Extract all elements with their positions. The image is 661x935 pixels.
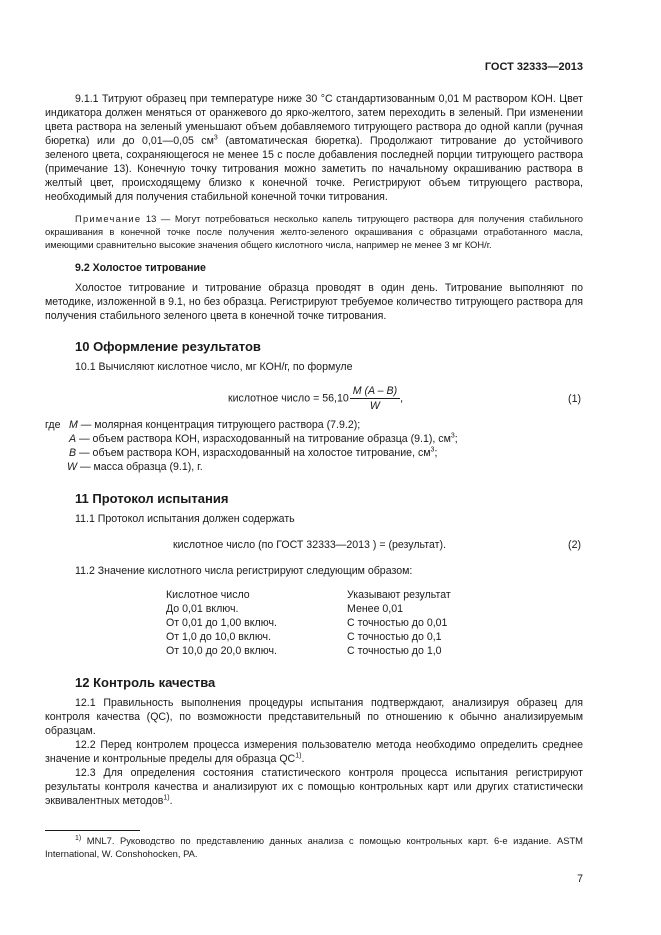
equation-number-1: (1) bbox=[568, 393, 581, 405]
table-row: От 10,0 до 20,0 включ. С точностью до 1,0 bbox=[166, 645, 442, 657]
table-row: Кислотное число Указывают результат bbox=[166, 589, 451, 601]
legend-row-a: A — объем раствора КОН, израсходованный на титрование образца (9.1), $см^3$; bbox=[69, 432, 458, 445]
footnote-divider bbox=[45, 830, 140, 831]
heading-section-10: 10 Оформление результатов bbox=[75, 339, 261, 354]
acid-number-precision-table bbox=[166, 588, 451, 658]
note-13 bbox=[45, 212, 583, 251]
legend-row-w: W — масса образца (9.1), г. bbox=[67, 461, 203, 473]
paragraph-11-1: 11.1 Протокол испытания должен содержать bbox=[75, 513, 295, 525]
legend-row-b: B — объем раствора КОН, израсходованный на холостое титрование, $см^3$; bbox=[69, 446, 438, 459]
page-content bbox=[45, 92, 583, 860]
note-text: 13 — Могут потребоваться несколько капель титрующего раствора для получения стабильного окрашивания в конечной точке после получения желто-зеленого окрашивания с образцами отработанного масла, имеющими сравнительно высокие значения общего кислотного числа, например не менее 3 мг КОН/г. bbox=[45, 213, 583, 250]
table-row: От 0,01 до 1,00 включ. С точностью до 0,01 bbox=[166, 617, 448, 629]
heading-9-2: 9.2 Холостое титрование bbox=[75, 262, 206, 274]
where-word: где bbox=[45, 419, 61, 431]
formula-legend bbox=[45, 418, 583, 474]
heading-section-12: 12 Контроль качества bbox=[75, 675, 216, 690]
protocol-formula-2 bbox=[45, 538, 583, 552]
note-label: Примечание bbox=[75, 213, 142, 224]
paragraph-11-2: 11.2 Значение кислотного числа регистрируют следующим образом: bbox=[75, 565, 413, 577]
paragraph-9-1-1: 9.1.1 Титруют образец при температуре ниже 30 °С стандартизованным 0,01 М раствором КОН. Цвет индикатора должен меняться от оранжевого до ярко-желтого, затем переходить в зеленый. При изменении цвета раствора на зеленый уменьшают объем добавляемого титрующего раствора до одной капли (ручная бюретка) или до 0,01—0,05 $см^3$ (автоматическая бюретка). Продолжают титрование до устойчивого зеленого цвета, сохраняющегося не менее 15 с после добавления последней порции титрующего раствора (примечание 13). Конечную точку титрования можно заметить по начальному окрашиванию раствора в желтый цвет, происходящему близко к конечной точке. Регистрируют объем титрующего раствора, необходимый для получения стабильной конечной точки титрования. bbox=[45, 93, 584, 203]
equation-number-2: (2) bbox=[568, 539, 581, 551]
paragraph-12-3: 12.3 Для определения состояния статистического контроля процесса испытания регистрируют результаты контроля качества и анализируют их с помощью контрольных карт или других статистически эквивалентных методов$^{1)}$. bbox=[45, 767, 583, 807]
paragraph-9-2: Холостое титрование и титрование образца проводят в один день. Титрование выполняют по методике, изложенной в 9.1, но без образца. Регистрируют требуемое количество титрующего раствора для получения стабильного зеленого цвета в конечной точке титрования. bbox=[45, 282, 583, 322]
table-row: От 1,0 до 10,0 включ. С точностью до 0,1 bbox=[166, 631, 442, 643]
formula-fraction bbox=[350, 384, 400, 413]
formula-expression: кислотное число = 56,10 $\frac{M (A - B)}{W}$ , bbox=[228, 385, 404, 412]
formula-numerator: M (A – B) bbox=[350, 384, 400, 399]
footnote bbox=[45, 834, 583, 860]
protocol-line: кислотное число (по ГОСТ 32333—2013 ) = (результат). bbox=[173, 539, 446, 551]
page-number: 7 bbox=[577, 873, 583, 885]
formula-lhs: кислотное число = 56,10 bbox=[228, 392, 349, 405]
formula-1 bbox=[45, 378, 583, 412]
footnote-mark: 1) bbox=[75, 834, 82, 842]
paragraph-12-1: 12.1 Правильность выполнения процедуры испытания подтверждают, анализируя образец для контроля качества (QC), по возможности представительный по отношению к обычно анализируемым образцам. bbox=[45, 697, 583, 737]
table-row: До 0,01 включ. Менее 0,01 bbox=[166, 603, 404, 615]
footnote-text: MNL7. Руководство по представлению данных анализа с помощью контрольных карт. 6-е издание. ASTM International, W. Conshohocken, PA. bbox=[45, 835, 583, 859]
legend-row-m: где M — молярная концентрация титрующего раствора (7.9.2); bbox=[45, 419, 361, 431]
heading-section-11: 11 Протокол испытания bbox=[75, 491, 229, 506]
paragraph-12-2: 12.2 Перед контролем процесса измерения пользователю метода необходимо определить среднее значение и контрольные пределы для образца QC$^{1)}$. bbox=[45, 739, 583, 765]
document-header-id: ГОСТ 32333—2013 bbox=[484, 61, 583, 73]
formula-denominator: W bbox=[369, 400, 380, 412]
paragraph-10-1: 10.1 Вычисляют кислотное число, мг КОН/г, по формуле bbox=[75, 361, 353, 373]
